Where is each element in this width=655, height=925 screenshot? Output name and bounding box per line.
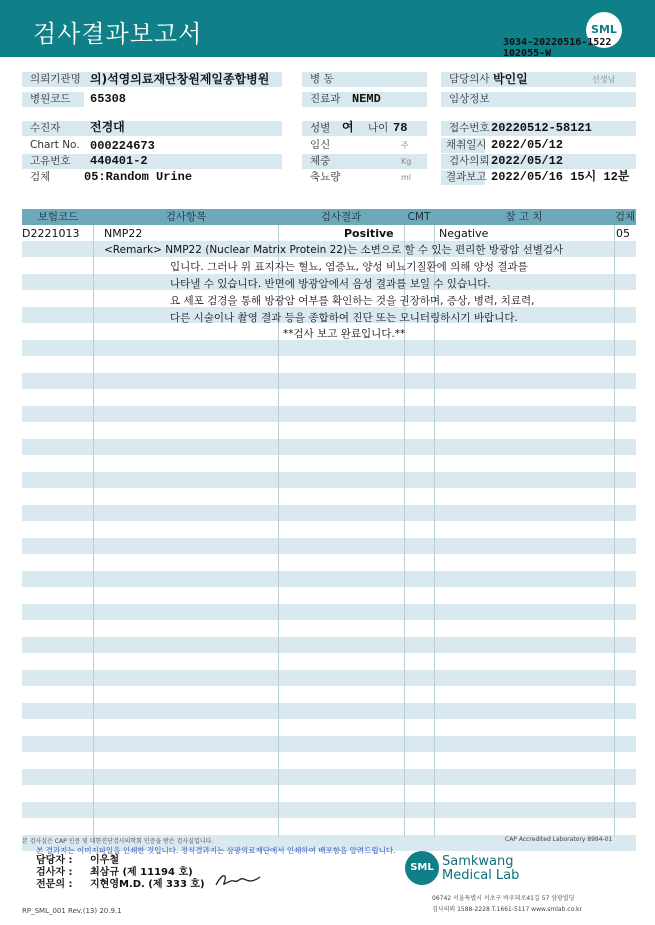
remark-line: 입니다. 그러나 위 표지자는 혈뇨, 염증뇨, 양성 비뇨기질환에 의해 양성 결과를 [170,261,528,273]
patient-label: 수진자 [22,121,282,136]
table-row-stripe [22,373,636,389]
doctor-label: 담당의사 [441,72,636,87]
table-row-stripe [22,571,636,587]
col-test-item: 검사항목 [165,211,207,223]
doctor-suffix: 선생님 [592,75,616,84]
institution-label: 의뢰기관명 [22,72,84,87]
receipt-value: 20220512-58121 [491,121,592,135]
doctor-value: 박인일 [493,72,528,86]
hospital-code-label: 병원코드 [22,92,84,107]
specimen-label: 검체 [30,171,51,183]
document-number: 3034-20220516-1522 102055-W [503,37,612,59]
table-row-stripe [22,439,636,455]
pregnancy-label: 임신 [310,139,331,151]
table-row-stripe [22,637,636,653]
id-value: 440401-2 [90,154,148,168]
sex-value: 여 [342,120,354,134]
table-row-stripe [22,604,636,620]
department-label: 진료과 [302,92,427,107]
patient-value: 전경대 [90,120,125,134]
hospital-code-value: 65308 [90,92,127,106]
table-row-stripe [22,505,636,521]
department-value: NEMD [352,92,381,106]
remark-line: 나타낼 수 있습니다. 반면에 방광암에서 음성 결과를 보일 수 있습니다. [170,278,491,290]
request-label: 검사의뢰 [441,154,636,169]
row-result: Positive [344,227,394,240]
sml-logo-icon: SML [586,12,622,48]
report-complete: **검사 보고 완료입니다.** [283,328,406,340]
table-row-stripe [22,736,636,752]
remark-line: 다른 시술이나 촬영 결과 등을 종합하여 진단 또는 모니터링하시기 바랍니다. [170,312,518,324]
age-value: 78 [393,121,408,135]
examiner-label: 검사자 : [36,867,73,878]
cap-note: CAP Accredited Laboratory 8994-01 [505,836,613,843]
collect-value: 2022/05/12 [491,138,564,152]
report-label: 결과보고 [446,171,487,183]
table-row-stripe [22,670,636,686]
collect-label: 채취일시 [446,139,487,151]
receipt-label: 접수번호 [441,121,636,136]
weight-label: 체중 [302,154,427,169]
urine-label: 축뇨량 [310,171,341,183]
form-number: RP_SML_001 Rev.(13) 20.9.1 [22,907,122,915]
row-code: D2221013 [22,227,80,240]
clinical-label: 임상정보 [441,92,636,107]
signature-icon [214,871,262,889]
weight-unit: Kg [401,157,412,166]
request-value: 2022/05/12 [491,154,564,168]
institution-value: 의)석영의료재단창원제일종합병원 [90,72,270,86]
contact-line: 검사의뢰 1588-2228 T.1661-5117 www.smlab.co.kr [432,906,582,913]
address-line: 06742 서울특별시 서초구 바우뫼로41길 57 삼광빌딩 [432,895,575,902]
pregnancy-unit: 주 [401,141,409,150]
table-row-stripe [22,538,636,554]
age-label: 나이 [368,122,389,134]
table-row-stripe [22,406,636,422]
rep-value: 이우철 [90,855,119,866]
ward-label: 병 동 [302,72,427,87]
samkwang-logo-icon: SML [405,851,439,885]
row-reference: Negative [439,227,489,240]
sex-label: 성별 [302,121,427,136]
chart-value: 000224673 [90,139,155,153]
col-result: 검사결과 [320,211,362,223]
rep-label: 담당자 : [36,855,73,866]
table-row-stripe [22,472,636,488]
examiner-value: 최삼규 (제 11194 호) [90,867,193,878]
table-row-stripe [22,769,636,785]
table-row-stripe [22,802,636,818]
id-label: 고유번호 [22,154,282,169]
col-cmt: CMT [407,211,431,223]
remark-line: 요 세포 검경을 통해 방광암 여부를 확인하는 것을 권장하며, 증상, 병력, 치료력, [170,295,535,307]
row-item: NMP22 [104,227,143,240]
row-specimen: 05 [616,227,630,240]
specialist-value: 지현영M.D. (제 333 호) [90,879,205,890]
col-specimen: 검체 [614,211,636,223]
report-value: 2022/05/16 15시 12분 [491,170,630,184]
col-reference: 참 고 치 [505,211,543,223]
accreditation-note: 본 검사실은 CAP 인증 및 대한진단검사의학회 인증을 받은 검사실입니다. [22,838,214,845]
brand-name: Samkwang Medical Lab [442,854,520,883]
image-print-notice: 본 결과지는 이미지파일을 인쇄한 것입니다. 정식결과지는 삼광의료재단에서 인쇄하여 배포함을 알려드립니다. [36,846,396,855]
table-row-stripe [22,703,636,719]
col-insurance-code: 보험코드 [37,211,79,223]
remark-line: <Remark> NMP22 (Nuclear Matrix Protein 22)는 소변으로 할 수 있는 편리한 방광암 선별검사 [104,244,564,256]
specialist-label: 전문의 : [36,879,73,890]
urine-unit: ml [401,173,412,182]
page-title: 검사결과보고서 [33,20,203,48]
specimen-value: 05:Random Urine [84,170,193,184]
chart-label: Chart No. [30,139,80,151]
